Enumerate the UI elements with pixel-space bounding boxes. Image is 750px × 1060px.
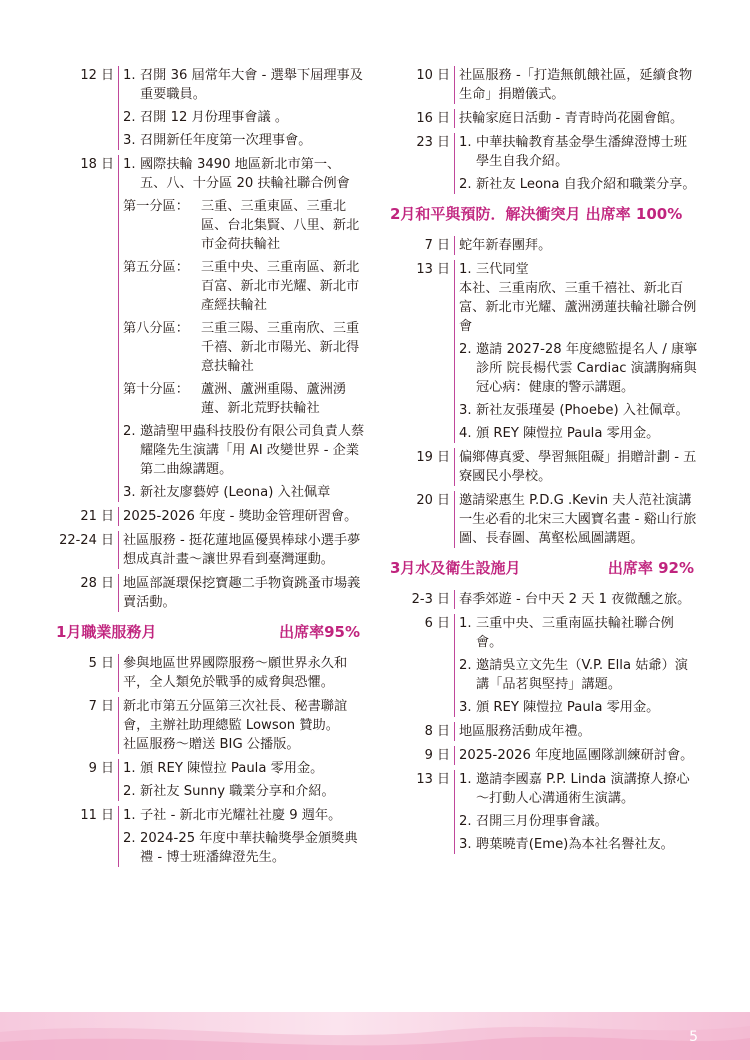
district-clubs: 三重中央、三重南區、新北百富、新北市光耀、新北市產經扶輪社: [201, 260, 360, 313]
calendar-entry: [388, 133, 700, 194]
list-item: [123, 829, 366, 867]
list-item: [459, 401, 700, 420]
entry-body: [118, 574, 366, 612]
entry-body: [454, 770, 700, 854]
item-number: 1.: [459, 262, 472, 277]
list-item: [459, 175, 700, 194]
district-name: 第八分區：: [123, 321, 189, 336]
entry-text: 扶輪家庭日活動 - 青青時尚花園會館。: [459, 111, 684, 126]
item-text: 頒 REY 陳愷拉 Paula 零用金。: [476, 426, 660, 441]
item-text: 邀請聖甲蟲科技股份有限公司負責人蔡耀隆先生演講「用 AI 改變世界 - 企業第二曲線講題。: [140, 424, 365, 477]
item-text: 召開三月份理事會議。: [476, 814, 608, 829]
item-number: 2.: [459, 342, 472, 357]
entry-text: 社區服務～贈送 BIG 公播版。: [123, 737, 300, 752]
entry-day: 16 日: [416, 111, 450, 126]
item-number: 3.: [459, 700, 472, 715]
list-item: [123, 483, 366, 502]
entry-day: 21 日: [80, 509, 114, 524]
entry-text: 蛇年新春團拜。: [459, 238, 552, 253]
entry-text: 偏鄉傳真愛、學習無阻礙」捐贈計劃 - 五寮國民小學校。: [459, 450, 697, 484]
entry-day: 10 日: [416, 68, 450, 83]
entry-body: [454, 109, 700, 128]
list-item: [459, 424, 700, 443]
list-item: [123, 422, 366, 479]
entry-day: 11 日: [80, 808, 114, 823]
item-number: 2.: [459, 814, 472, 829]
item-number: 1.: [123, 68, 136, 83]
calendar-entry: [52, 759, 366, 801]
item-number: 2.: [123, 831, 136, 846]
entry-day: 7 日: [88, 699, 114, 714]
entry-text: 社區服務 - 挺花蓮地區優異棒球小選手夢想成真計畫～讓世界看到臺灣運動。: [123, 533, 361, 567]
attendance-rate: 出席率 92%: [607, 559, 694, 577]
entry-text: 地區服務活動成年禮。: [459, 724, 591, 739]
calendar-entry: [388, 614, 700, 717]
calendar-entry: [388, 448, 700, 486]
list-item: [123, 806, 366, 825]
item-text: 國際扶輪 3490 地區新北市第一、五、八、十分區 20 扶輪社聯合例會: [140, 157, 350, 191]
section-heading: [390, 558, 694, 578]
entry-day: 6 日: [424, 616, 450, 631]
calendar-entry: [52, 66, 366, 150]
entry-day: 9 日: [88, 761, 114, 776]
item-text: 邀請李國嘉 P.P. Linda 演講撩人撩心～打動人心溝通術生演講。: [476, 772, 690, 806]
item-text: 三代同堂: [476, 262, 529, 277]
calendar-entry: [52, 507, 366, 526]
left-column: [52, 66, 366, 872]
item-text: 新社友 Leona 自我介紹和職業分享。: [476, 177, 696, 192]
attendance-rate: 出席率95%: [279, 623, 360, 641]
list-item: [459, 133, 700, 171]
entry-text: 地區部誕環保挖寶趣二手物資跳蚤市場義賣活動。: [123, 576, 361, 610]
district-clubs: 蘆洲、蘆洲重陽、蘆洲湧蓮、新北荒野扶輪社: [201, 382, 347, 416]
item-text: 召開新任年度第一次理事會。: [140, 133, 312, 148]
entry-body: [118, 66, 366, 150]
item-text: 邀請 2027-28 年度總監提名人 / 康寧診所 院長楊代雲 Cardiac 演講胸痛與冠心病：健康的警示講題。: [476, 342, 698, 395]
entry-day: 8 日: [424, 724, 450, 739]
list-item: [459, 770, 700, 808]
calendar-entry: [388, 746, 700, 765]
calendar-entry: [388, 770, 700, 854]
list-item: [123, 66, 366, 104]
entry-body: [118, 155, 366, 502]
entry-body: [454, 746, 700, 765]
entry-day: 2-3 日: [411, 592, 450, 607]
list-item: [459, 340, 700, 397]
entry-body: [454, 66, 700, 104]
item-number: 2.: [459, 177, 472, 192]
item-text: 邀請吳立文先生（V.P. Ella 姑爺）演講「品茗與堅持」講題。: [476, 658, 688, 692]
item-number: 3.: [123, 485, 136, 500]
entry-day: 13 日: [416, 772, 450, 787]
item-number: 1.: [459, 772, 472, 787]
item-text: 新社友 Sunny 職業分享和介紹。: [140, 784, 335, 799]
item-text: 新社友張瑾晏 (Phoebe) 入社佩章。: [476, 403, 689, 418]
calendar-entry: [52, 155, 366, 502]
calendar-entry: [388, 722, 700, 741]
district-clubs: 三重、三重東區、三重北區、台北集賢、八里、新北市金荷扶輪社: [201, 199, 360, 252]
item-text: 頒 REY 陳愷拉 Paula 零用金。: [476, 700, 660, 715]
entry-text: 春季郊遊 - 台中天 2 天 1 夜微醺之旅。: [459, 592, 691, 607]
item-number: 1.: [123, 808, 136, 823]
entry-day: 12 日: [80, 68, 114, 83]
list-item: [123, 108, 366, 127]
district-name: 第一分區：: [123, 199, 189, 214]
list-item: [459, 835, 700, 854]
item-number: 2.: [123, 424, 136, 439]
district-name: 第十分區：: [123, 382, 189, 397]
item-number: 1.: [123, 157, 136, 172]
entry-body: [454, 236, 700, 255]
item-number: 3.: [459, 837, 472, 852]
entry-body: [454, 722, 700, 741]
calendar-entry: [52, 806, 366, 867]
entry-day: 9 日: [424, 748, 450, 763]
entry-day: 7 日: [424, 238, 450, 253]
entry-day: 20 日: [416, 493, 450, 508]
calendar-entry: [52, 531, 366, 569]
item-text: 召開 12 月份理事會議 。: [140, 110, 289, 125]
entry-text: 邀請梁惠生 P.D.G .Kevin 夫人范社演講一生必看的北宋三大國寶名畫 - 谿山行旅圖、長春圖、萬壑松風圖講題。: [459, 493, 697, 546]
entry-body: [118, 654, 366, 692]
section-heading: [56, 622, 360, 642]
item-number: 1.: [459, 616, 472, 631]
calendar-entry: [52, 697, 366, 754]
entry-text: 本社、三重南欣、三重千禧社、新北百富、新北市光耀、蘆洲湧蓮扶輪社聯合例會: [459, 281, 697, 334]
calendar-entry: [388, 260, 700, 443]
list-item: [459, 656, 700, 694]
item-number: 2.: [123, 784, 136, 799]
item-text: 頒 REY 陳愷拉 Paula 零用金。: [140, 761, 324, 776]
entry-body: [118, 697, 366, 754]
list-item: [459, 614, 700, 652]
entry-text: 參與地區世界國際服務～願世界永久和平，全人類免於戰爭的威脅與恐懼。: [123, 656, 348, 690]
section-title: 1月職業服務月: [56, 623, 157, 641]
entry-day: 18 日: [80, 157, 114, 172]
district-row: [123, 380, 366, 418]
item-text: 子社 - 新北市光耀社社慶 9 週年。: [140, 808, 342, 823]
calendar-entry: [388, 491, 700, 548]
item-number: 1.: [123, 761, 136, 776]
entry-body: [118, 507, 366, 526]
item-number: 3.: [123, 133, 136, 148]
entry-body: [454, 260, 700, 443]
district-row: [123, 319, 366, 376]
entry-text: 2025-2026 年度 - 獎助金管理研習會。: [123, 509, 358, 524]
entry-day: 28 日: [80, 576, 114, 591]
footer-band: [0, 1012, 750, 1060]
entry-day: 5 日: [88, 656, 114, 671]
entry-day: 19 日: [416, 450, 450, 465]
list-item: [459, 260, 700, 279]
item-text: 三重中央、三重南區扶輪社聯合例會。: [476, 616, 674, 650]
entry-body: [118, 806, 366, 867]
calendar-entry: [388, 590, 700, 609]
list-item: [123, 782, 366, 801]
entry-body: [454, 133, 700, 194]
item-text: 召開 36 屆常年大會 - 選舉下屆理事及重要職員。: [140, 68, 363, 102]
item-number: 3.: [459, 403, 472, 418]
calendar-entry: [52, 654, 366, 692]
district-clubs: 三重三陽、三重南欣、三重千禧、新北市陽光、新北得意扶輪社: [201, 321, 360, 374]
item-number: 4.: [459, 426, 472, 441]
list-item: [123, 759, 366, 778]
list-item: [459, 812, 700, 831]
right-column: [388, 66, 700, 859]
item-number: 2.: [459, 658, 472, 673]
calendar-entry: [52, 574, 366, 612]
list-item: [123, 131, 366, 150]
page-number: 5: [689, 1029, 698, 1045]
district-row: [123, 258, 366, 315]
entry-body: [454, 448, 700, 486]
entry-day: 23 日: [416, 135, 450, 150]
list-item: [123, 155, 366, 193]
footer-wave-decoration: [0, 1012, 750, 1060]
item-text: 新社友廖藝婷 (Leona) 入社佩章: [140, 485, 331, 500]
calendar-entry: [388, 66, 700, 104]
item-number: 2.: [123, 110, 136, 125]
item-text: 中華扶輪教育基金學生潘緯澄博士班學生自我介紹。: [476, 135, 687, 169]
item-number: 1.: [459, 135, 472, 150]
entry-text: 2025-2026 年度地區團隊訓練研討會。: [459, 748, 694, 763]
entry-day: 13 日: [416, 262, 450, 277]
calendar-entry: [388, 236, 700, 255]
district-name: 第五分區：: [123, 260, 189, 275]
entry-body: [118, 759, 366, 801]
entry-body: [454, 590, 700, 609]
entry-text: 社區服務 -「打造無飢餓社區，延續食物生命」捐贈儀式。: [459, 68, 693, 102]
section-title: 2月和平與預防．解決衝突月 出席率 100%: [390, 205, 683, 223]
entry-text: 新北市第五分區第三次社長、秘書聯誼會，主辦社助理總監 Lowson 贊助。: [123, 699, 348, 733]
entry-body: [118, 531, 366, 569]
item-text: 2024-25 年度中華扶輪獎學金頒獎典禮 - 博士班潘緯澄先生。: [140, 831, 358, 865]
entry-body: [454, 491, 700, 548]
section-heading: [390, 204, 694, 224]
entry-day: 22-24 日: [59, 533, 114, 548]
calendar-entry: [388, 109, 700, 128]
district-row: [123, 197, 366, 254]
section-title: 3月水及衛生設施月: [390, 559, 521, 577]
list-item: [459, 698, 700, 717]
item-text: 聘葉曉青(Eme)為本社名譽社友。: [476, 837, 674, 852]
entry-body: [454, 614, 700, 717]
